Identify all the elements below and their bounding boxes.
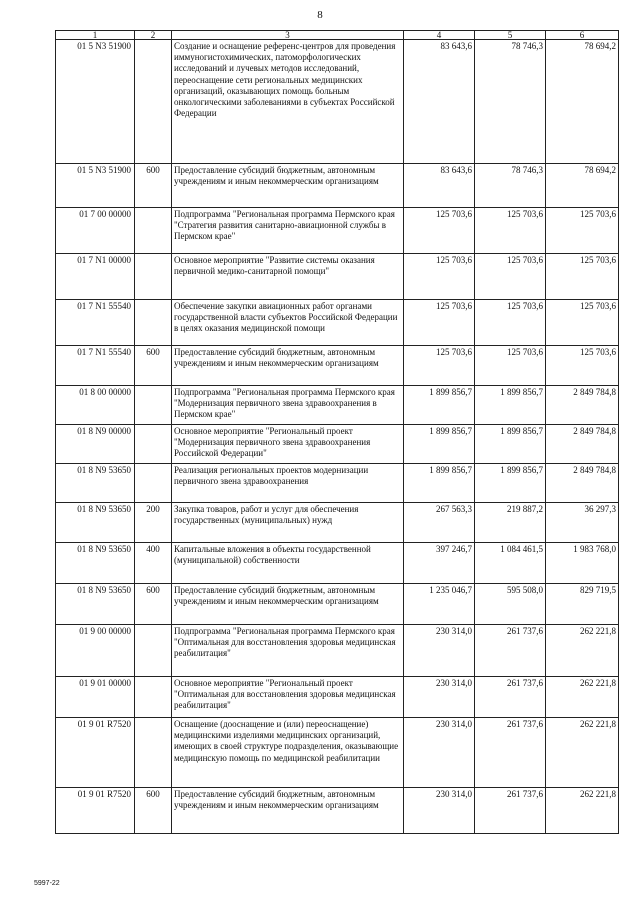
budget-table (55, 30, 619, 834)
row-value-col6: 125 703,6 (546, 254, 619, 300)
row-type: 600 (135, 346, 172, 386)
row-name: Предоставление субсидий бюджетным, автономным учреждениям и иным некоммерческим организациям (172, 164, 404, 208)
row-name: Основное мероприятие "Развитие системы оказания первичной медико-санитарной помощи" (172, 254, 404, 300)
row-value-col4: 125 703,6 (404, 300, 475, 346)
row-type: 600 (135, 788, 172, 834)
row-value-col4: 1 235 046,7 (404, 584, 475, 625)
row-code: 01 8 N9 00000 (56, 425, 135, 464)
row-value-col4: 1 899 856,7 (404, 464, 475, 503)
row-value-col5: 595 508,0 (475, 584, 546, 625)
row-value-col4: 125 703,6 (404, 346, 475, 386)
row-value-col4: 1 899 856,7 (404, 425, 475, 464)
row-value-col5: 1 899 856,7 (475, 425, 546, 464)
row-value-col6: 1 983 768,0 (546, 543, 619, 584)
column-header: 3 (172, 31, 404, 40)
row-value-col5: 1 899 856,7 (475, 464, 546, 503)
row-code: 01 8 00 00000 (56, 386, 135, 425)
column-header: 6 (546, 31, 619, 40)
table-row (56, 543, 619, 584)
row-name: Закупка товаров, работ и услуг для обеспечения государственных (муниципальных) нужд (172, 503, 404, 543)
row-value-col5: 1 899 856,7 (475, 386, 546, 425)
row-value-col4: 267 563,3 (404, 503, 475, 543)
row-value-col6: 262 221,8 (546, 677, 619, 718)
page-number: 8 (317, 9, 323, 21)
row-name: Оснащение (дооснащение и (или) переоснащение) медицинскими изделиями медицинских организаций, имеющих в своей структуре подразделения, оказывающие медицинскую помощь по медицинской реабилитации (172, 718, 404, 788)
row-value-col6: 2 849 784,8 (546, 386, 619, 425)
column-header: 5 (475, 31, 546, 40)
row-type (135, 625, 172, 677)
table-row (56, 788, 619, 834)
table-row (56, 254, 619, 300)
row-value-col5: 261 737,6 (475, 625, 546, 677)
row-type (135, 425, 172, 464)
row-code: 01 5 N3 51900 (56, 164, 135, 208)
table-row (56, 625, 619, 677)
row-name: Основное мероприятие "Региональный проект "Модернизация первичного звена здравоохранения Российской Федерации" (172, 425, 404, 464)
table-row (56, 677, 619, 718)
row-code: 01 9 01 R7520 (56, 788, 135, 834)
row-value-col6: 78 694,2 (546, 164, 619, 208)
row-value-col4: 397 246,7 (404, 543, 475, 584)
row-value-col5: 125 703,6 (475, 208, 546, 254)
table-row (56, 386, 619, 425)
row-name: Создание и оснащение референс-центров для проведения иммуногистохимических, патоморфологических исследований и лучевых методов исследований, переоснащение сети региональных медицинских организаций, оказывающих помощь больным онкологическими заболеваниями в субъектах Российской Федерации (172, 40, 404, 164)
row-value-col6: 262 221,8 (546, 625, 619, 677)
row-value-col6: 78 694,2 (546, 40, 619, 164)
row-code: 01 9 01 R7520 (56, 718, 135, 788)
table-row (56, 464, 619, 503)
row-value-col6: 2 849 784,8 (546, 464, 619, 503)
row-name: Подпрограмма "Региональная программа Пермского края "Модернизация первичного звена здравоохранения в Пермском крае" (172, 386, 404, 425)
row-code: 01 9 00 00000 (56, 625, 135, 677)
row-type (135, 40, 172, 164)
row-value-col6: 36 297,3 (546, 503, 619, 543)
row-type (135, 677, 172, 718)
row-value-col5: 219 887,2 (475, 503, 546, 543)
row-type (135, 254, 172, 300)
row-name: Предоставление субсидий бюджетным, автономным учреждениям и иным некоммерческим организациям (172, 788, 404, 834)
row-value-col4: 83 643,6 (404, 164, 475, 208)
row-code: 01 7 N1 00000 (56, 254, 135, 300)
column-header: 1 (56, 31, 135, 40)
row-type (135, 464, 172, 503)
table-row (56, 164, 619, 208)
row-value-col5: 78 746,3 (475, 164, 546, 208)
row-value-col4: 125 703,6 (404, 254, 475, 300)
row-name: Предоставление субсидий бюджетным, автономным учреждениям и иным некоммерческим организациям (172, 584, 404, 625)
row-name: Подпрограмма "Региональная программа Пермского края "Оптимальная для восстановления здоровья медицинская реабилитация" (172, 625, 404, 677)
row-value-col4: 230 314,0 (404, 718, 475, 788)
row-name: Обеспечение закупки авиационных работ органами государственной власти субъектов Российской Федерации в целях оказания медицинской помощи (172, 300, 404, 346)
table-row (56, 584, 619, 625)
row-code: 01 7 N1 55540 (56, 300, 135, 346)
table-row (56, 300, 619, 346)
row-value-col5: 261 737,6 (475, 677, 546, 718)
table-row (56, 503, 619, 543)
row-code: 01 8 N9 53650 (56, 584, 135, 625)
row-value-col6: 125 703,6 (546, 346, 619, 386)
header-row (56, 31, 619, 40)
row-value-col5: 1 084 461,5 (475, 543, 546, 584)
row-name: Предоставление субсидий бюджетным, автономным учреждениям и иным некоммерческим организациям (172, 346, 404, 386)
row-value-col4: 83 643,6 (404, 40, 475, 164)
table-row (56, 346, 619, 386)
table-row (56, 40, 619, 164)
row-value-col5: 125 703,6 (475, 300, 546, 346)
row-type: 400 (135, 543, 172, 584)
row-code: 01 8 N9 53650 (56, 464, 135, 503)
row-type (135, 386, 172, 425)
row-type: 600 (135, 584, 172, 625)
row-value-col4: 1 899 856,7 (404, 386, 475, 425)
table-row (56, 208, 619, 254)
row-code: 01 5 N3 51900 (56, 40, 135, 164)
row-value-col6: 125 703,6 (546, 208, 619, 254)
row-type: 600 (135, 164, 172, 208)
row-value-col6: 829 719,5 (546, 584, 619, 625)
row-name: Подпрограмма "Региональная программа Пермского края "Стратегия развития санитарно-авиационной службы в Пермском крае" (172, 208, 404, 254)
row-code: 01 8 N9 53650 (56, 503, 135, 543)
row-value-col5: 125 703,6 (475, 346, 546, 386)
row-value-col6: 262 221,8 (546, 718, 619, 788)
row-name: Реализация региональных проектов модернизации первичного звена здравоохранения (172, 464, 404, 503)
row-value-col4: 230 314,0 (404, 788, 475, 834)
row-value-col5: 261 737,6 (475, 718, 546, 788)
row-value-col6: 125 703,6 (546, 300, 619, 346)
table-row (56, 718, 619, 788)
row-value-col4: 230 314,0 (404, 677, 475, 718)
row-value-col5: 78 746,3 (475, 40, 546, 164)
column-header: 4 (404, 31, 475, 40)
footer-code: 5997-22 (34, 880, 60, 887)
row-code: 01 7 00 00000 (56, 208, 135, 254)
row-code: 01 7 N1 55540 (56, 346, 135, 386)
row-value-col5: 125 703,6 (475, 254, 546, 300)
row-code: 01 9 01 00000 (56, 677, 135, 718)
row-value-col6: 262 221,8 (546, 788, 619, 834)
table-row (56, 425, 619, 464)
row-code: 01 8 N9 53650 (56, 543, 135, 584)
row-name: Основное мероприятие "Региональный проект "Оптимальная для восстановления здоровья медицинская реабилитация" (172, 677, 404, 718)
row-type (135, 718, 172, 788)
column-header: 2 (135, 31, 172, 40)
row-value-col4: 230 314,0 (404, 625, 475, 677)
row-type (135, 208, 172, 254)
row-name: Капитальные вложения в объекты государственной (муниципальной) собственности (172, 543, 404, 584)
row-value-col5: 261 737,6 (475, 788, 546, 834)
row-value-col4: 125 703,6 (404, 208, 475, 254)
row-value-col6: 2 849 784,8 (546, 425, 619, 464)
row-type: 200 (135, 503, 172, 543)
row-type (135, 300, 172, 346)
